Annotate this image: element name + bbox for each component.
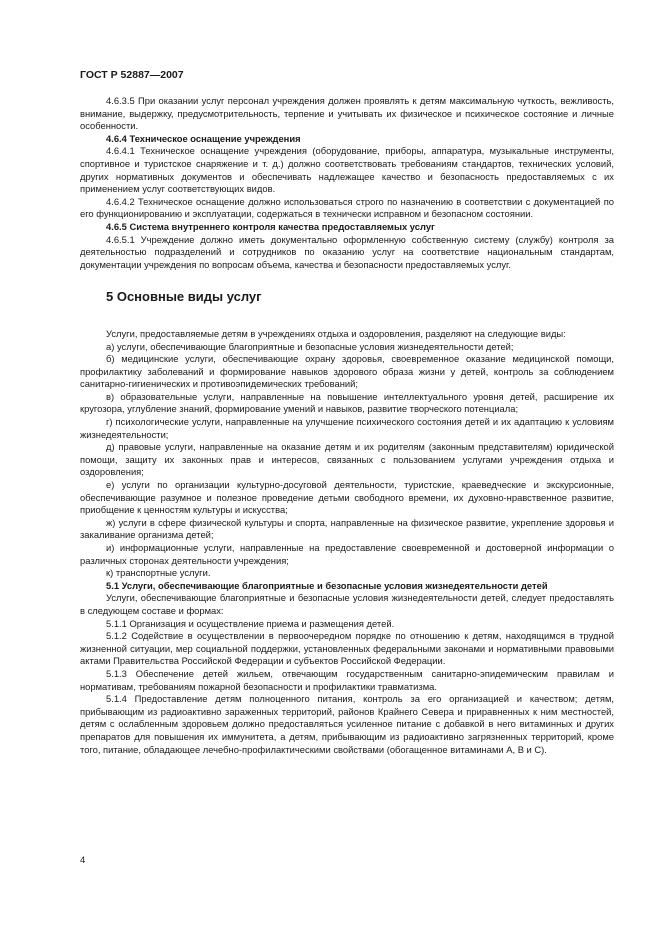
page-number: 4: [80, 855, 86, 866]
paragraph: е) услуги по организации культурно-досуговой деятельности, туристские, краеведческие и экскурсионные, обеспечивающие разумное и полезное проведение детьми свободного времени, их духовно-нравственное развитие, приобщение к ценностям культуры и искусства;: [80, 479, 614, 516]
paragraph: 4.6.5.1 Учреждение должно иметь документально оформленную собственную систему (службу) контроля за деятельностью подразделений и сотрудников по оказанию услуг на соответствие национальным стандартам, документации учреждения по вопросам объема, качества и безопасности предоставляемых услуг.: [80, 233, 614, 270]
paragraph: а) услуги, обеспечивающие благоприятные и безопасные условия жизнедеятельности детей;: [106, 340, 514, 352]
section-title: 5 Основные виды услуг: [106, 289, 262, 305]
paragraph: 5.1.2 Содействие в осуществлении в первоочередном порядке по отношению к детям, находящимся в трудной жизненной ситуации, мер социальной поддержки, установленных федеральными законами и нормативными правовыми актами Правительства Российской Федерации и субъектов Российской Федерации.: [80, 630, 614, 667]
subsection-heading: 5.1 Услуги, обеспечивающие благоприятные и безопасные условия жизнедеятельности детей: [106, 579, 548, 591]
section-4-6-continuation: [80, 95, 614, 271]
paragraph: ж) услуги в сфере физической культуры и спорта, направленные на физическое развитие, укрепление здоровья и закаливание организма детей;: [80, 516, 614, 541]
document-body: [80, 95, 614, 756]
paragraph: 4.6.4.2 Техническое оснащение должно использоваться строго по назначению в соответствии с документацией по его функционированию и эксплуатации, содержаться в технически исправном и безопасном состоянии.: [80, 195, 614, 220]
paragraph: д) правовые услуги, направленные на оказание детям и их родителям (законным представителям) юридической помощи, защиту их законных прав и интересов, связанных с пользованием услугами учреждения отдыха и оздоровления;: [80, 441, 614, 478]
paragraph: 4.6.3.5 При оказании услуг персонал учреждения должен проявлять к детям максимальную чуткость, вежливость, внимание, выдержку, предусмотрительность, терпение и учитывать их физическое и психическое состояние и личные особенности.: [80, 95, 614, 132]
section-5-content: [80, 328, 614, 756]
paragraph: г) психологические услуги, направленные на улучшение психического состояния детей и их адаптацию к условиям жизнедеятельности;: [80, 416, 614, 440]
paragraph: б) медицинские услуги, обеспечивающие охрану здоровья, своевременное оказание медицинской помощи, профилактику заболеваний и формирование навыков здорового образа жизни у детей, контроль за соблюдением санитарно-гигиенических и противоэпидемических требований;: [80, 353, 614, 390]
paragraph: Услуги, предоставляемые детям в учреждениях отдыха и оздоровления, разделяют на следующие виды:: [106, 327, 566, 339]
paragraph: 4.6.4.1 Техническое оснащение учреждения (оборудование, приборы, аппаратура, музыкальные инструменты, спортивное и туристское снаряжение и т. д.) должно соответствовать требованиям стандартов, технических условий, других нормативных документов и обеспечивать надлежащее качество и безопасность предоставляемых с их применением услуг соответствующих видов.: [80, 145, 614, 195]
paragraph: 5.1.4 Предоставление детям полноценного питания, контроль за его организацией и качеством; детям, прибывающим из радиоактивно зараженных территорий, районов Крайнего Севера и приравненных к ним местностей, детям с ослабленным здоровьем должно предоставляться усиленное питание с добавкой в него витаминных и других препаратов для повышения их иммунитета, а детям, прибывающим из радиоактивно загрязненных территорий, кроме того, питание, обладающее лечебно-профилактическими свойствами (обогащенное витаминами А, В и С).: [80, 693, 614, 755]
subsection-heading: 4.6.5 Система внутреннего контроля качества предоставляемых услуг: [106, 220, 435, 232]
paragraph: и) информационные услуги, направленные на предоставление своевременной и достоверной информации о различных сторонах деятельности учреждения;: [80, 542, 614, 566]
page-header: ГОСТ Р 52887—2007: [80, 69, 184, 81]
subsection-heading: 4.6.4 Техническое оснащение учреждения: [106, 132, 301, 144]
paragraph: к) транспортные услуги.: [106, 567, 211, 579]
paragraph: 5.1.3 Обеспечение детей жильем, отвечающим государственным санитарно-эпидемическим правилам и нормативам, требованиям пожарной безопасности и профилактики травматизма.: [80, 667, 614, 692]
paragraph: в) образовательные услуги, направленные на повышение интеллектуального уровня детей, расширение их кругозора, углубление знаний, формирование умений и навыков, развитие творческого потенциала;: [80, 390, 614, 415]
paragraph: 5.1.1 Организация и осуществление приема и размещения детей.: [106, 617, 395, 629]
paragraph: Услуги, обеспечивающие благоприятные и безопасные условия жизнедеятельности детей, следует предоставлять в следующем составе и формах:: [80, 592, 614, 616]
